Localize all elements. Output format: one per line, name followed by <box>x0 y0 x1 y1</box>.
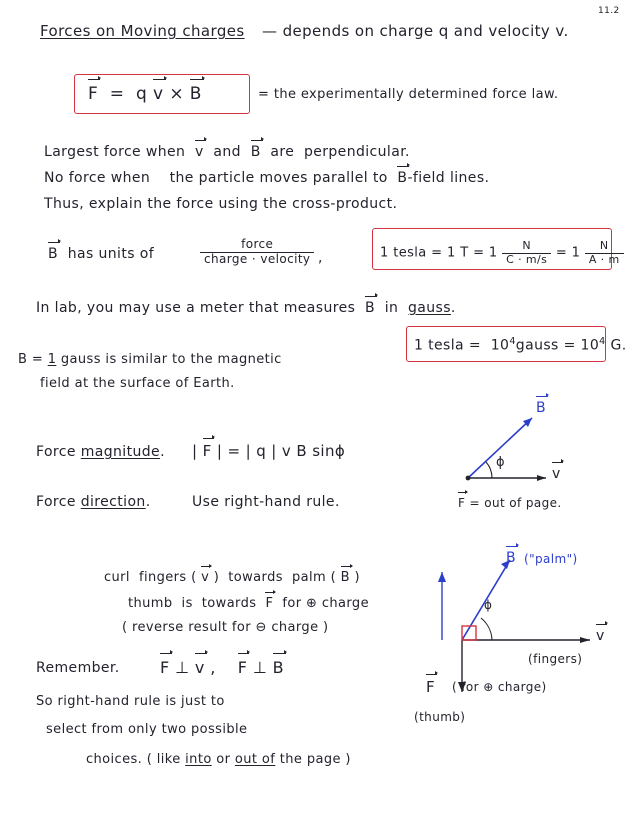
units-fraction-numerator: force <box>241 237 274 251</box>
so-line-3: choices. ( like into or out of the page ) <box>86 752 351 767</box>
diagram-vectors-1 <box>450 400 620 510</box>
page-title: Forces on Moving charges <box>40 22 245 40</box>
gauss-conversion: 1 tesla = $10^4gauss = 10^4$ G. <box>414 336 627 354</box>
diagram1-label-v: v <box>552 466 561 482</box>
no-force-line: No force when the particle moves parallel to B-field lines. <box>44 170 490 186</box>
page-number: 11.2 <box>598 6 620 16</box>
units-fraction <box>200 238 314 267</box>
force-direction-label: Force direction. <box>36 494 151 510</box>
units-lead: B has units of <box>48 246 155 262</box>
so-line-1: So right-hand rule is just to <box>36 694 225 709</box>
diagram2-label-F: F <box>426 678 436 696</box>
gauss-earth-line2: field at the surface of Earth. <box>40 376 235 391</box>
largest-force-line: Largest force when v and B are perpendicular. <box>44 144 410 160</box>
diagram2-label-phi: ϕ <box>484 598 493 612</box>
force-law-caption: = the experimentally determined force law. <box>258 87 559 102</box>
force-magnitude-equation: | F | = | q | v B sinϕ <box>192 442 346 460</box>
lab-line: In lab, you may use a meter that measures B in gauss. <box>36 300 456 316</box>
diagram1-label-B: B <box>536 400 547 416</box>
reverse-line: ( reverse result for ⊖ charge ) <box>122 620 329 635</box>
tesla-definition: 1 tesla = 1 T = 1 $\frac{N}{C \cdot m/s}$ = 1 $\frac{N}{A \cdot m}$ <box>380 240 624 266</box>
diagram1-label-phi: ϕ <box>496 455 505 470</box>
diagram2-label-thumb: (thumb) <box>414 710 466 724</box>
units-fraction-denominator: charge · velocity <box>200 252 314 267</box>
force-law-equation: F = q v × B <box>88 84 202 104</box>
force-direction-rule: Use right-hand rule. <box>192 494 340 510</box>
units-comma: , <box>318 250 323 266</box>
gauss-earth-line1: B = 1 gauss is similar to the magnetic <box>18 352 282 367</box>
remember-equation: F ⊥ v , F ⊥ B <box>160 658 285 677</box>
diagram1-caption: F = out of page. <box>458 496 562 510</box>
thus-line: Thus, explain the force using the cross-product. <box>44 196 398 212</box>
diagram2-label-B: B <box>506 550 517 566</box>
diagram2-label-F-note: ( for ⊕ charge) <box>452 680 547 694</box>
remember-label: Remember. <box>36 660 120 676</box>
force-magnitude-label: Force magnitude. <box>36 444 165 460</box>
curl-fingers-line: curl fingers ( v ) towards palm ( B ) <box>104 570 360 585</box>
title-tail: — depends on charge q and velocity v. <box>262 22 569 40</box>
diagram2-label-B-note: ("palm") <box>524 552 578 566</box>
diagram2-label-v-note: (fingers) <box>528 652 583 666</box>
so-line-2: select from only two possible <box>46 722 248 737</box>
thumb-line: thumb is towards F for ⊕ charge <box>128 596 369 611</box>
diagram2-label-v: v <box>596 628 605 644</box>
